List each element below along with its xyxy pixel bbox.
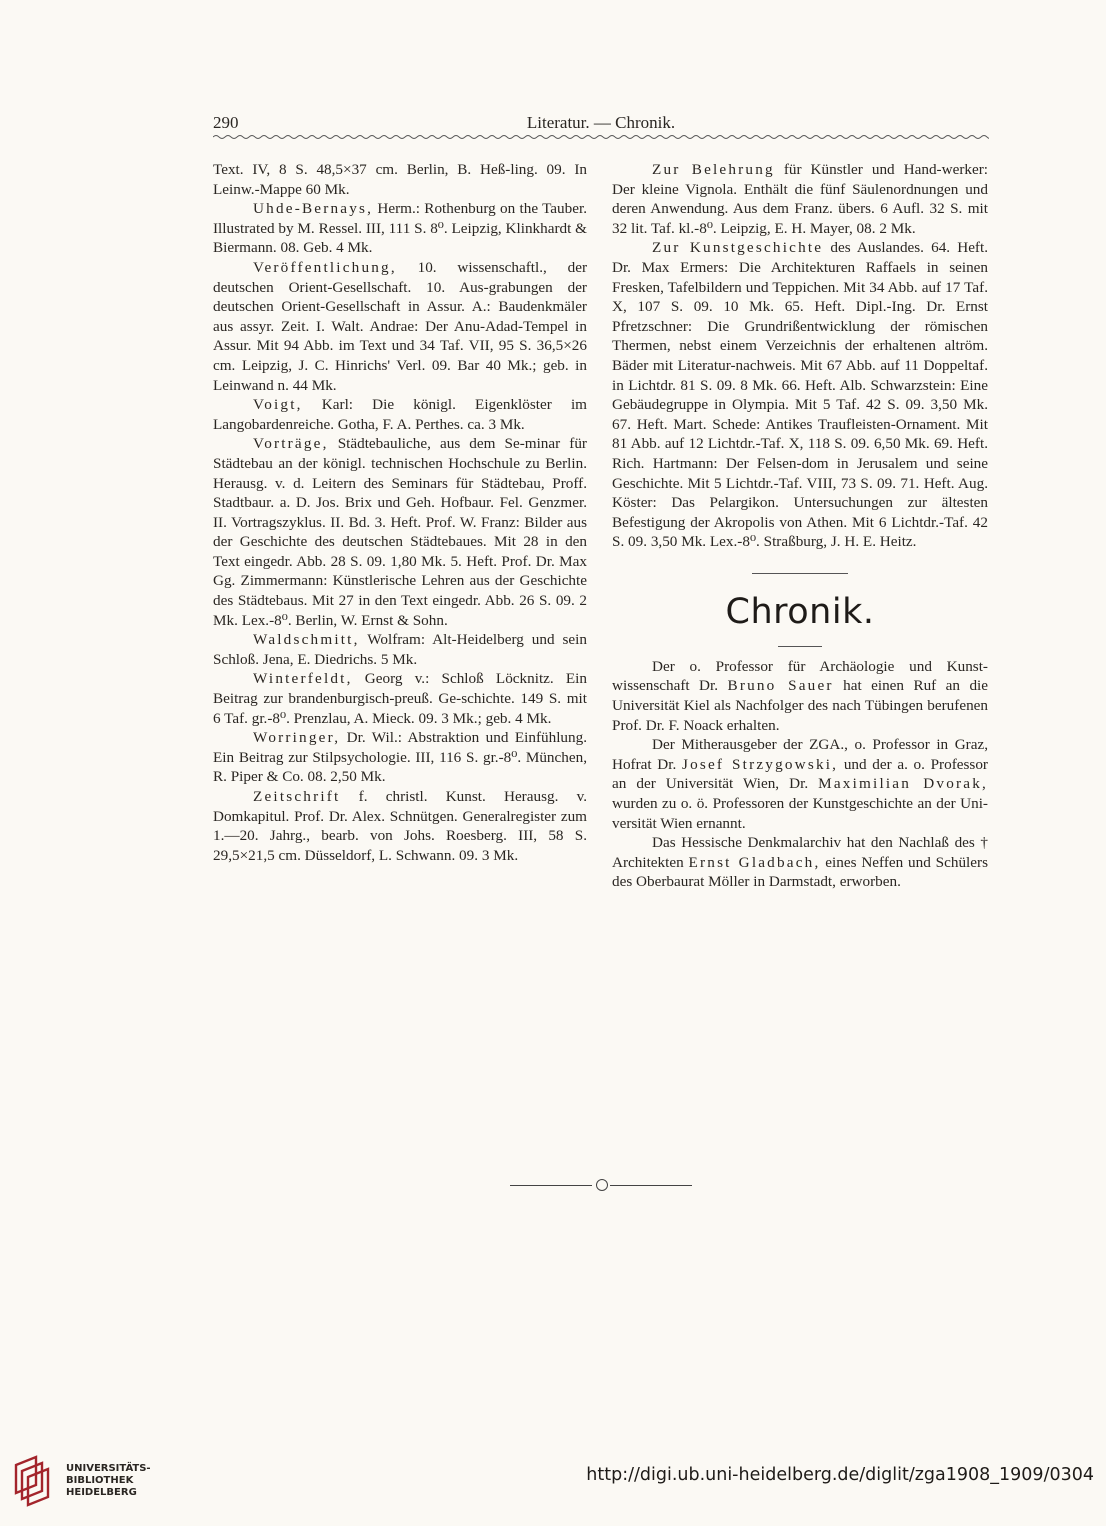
bibliography-entry <box>612 160 988 238</box>
entry-author: Uhde-Bernays, <box>253 200 374 218</box>
entry-author: Zur Belehrung <box>652 161 775 178</box>
section-separator <box>752 573 848 574</box>
chronik-paragraph <box>612 833 988 892</box>
person-name: Ernst Gladbach, <box>688 853 821 871</box>
chronik-text: Der o. Professor für Archäologie und Kunst-wissenschaft Dr. <box>612 657 988 695</box>
entry-text: f. christl. Kunst. Herausg. v. Domkapitul. Prof. Dr. Alex. Schnütgen. Generalregister zum 1.—20. Jahrg., bearb. von Johs. Roesberg. III, 58 S. 29,5×21,5 cm. Düsseldorf, L. Schwann. 09. 3 Mk. <box>213 788 587 864</box>
header-wavy-rule <box>213 133 989 141</box>
library-name-line2: BIBLIOTHEK <box>66 1475 134 1486</box>
library-logo-icon <box>12 1455 58 1507</box>
bibliography-entry <box>213 630 587 669</box>
entry-text: 10. wissenschaftl., der deutschen Orient-Gesellschaft. 10. Aus-grabungen der deutschen Orient-Gesellschaft in Assur. A.: Baudenkmäler aus assyr. Zeit. I. Walt. Andrae: Der Anu-Adad-Tempel in Assur. Mit 94 Abb. im Text und 34 Taf. VII, 95 S. 36,5×26 cm. Leipzig, J. C. Hinrichs' Verl. 09. Bar 40 Mk.; geb. in Leinwand n. 44 Mk. <box>213 258 587 394</box>
entry-text: Karl: Die königl. Eigenklöster im Langobardenreiche. Gotha, F. A. Perthes. ca. 3 Mk. <box>213 396 587 433</box>
entry-text: Wolfram: Alt-Heidelberg und sein Schloß. Jena, E. Diedrichs. 5 Mk. <box>213 631 587 668</box>
person-name: Bruno Sauer <box>727 677 834 695</box>
page-number: 290 <box>213 113 239 132</box>
entry-text: für Künstler und Hand-werker: Der kleine Vignola. Enthält die fünf Säulenordnungen und deren Anwendung. Aus dem Franz. übers. 6 Aufl. 32 S. mit 32 lit. Taf. kl.-8⁰. Leipzig, E. H. Mayer, 08. 2 Mk. <box>612 161 988 237</box>
right-column <box>612 160 988 892</box>
person-name: Josef Strzygowski, <box>681 755 839 773</box>
bibliography-entry <box>213 160 587 199</box>
chronik-text: eines Neffen und Schülers des Oberbaurat Möller in Darmstadt, erworben. <box>612 853 988 891</box>
entry-text: Dr. Wil.: Abstraktion und Einfühlung. Ein Beitrag zur Stilpsychologie. III, 116 S. gr.-8⁰. München, R. Piper & Co. 08. 2,50 Mk. <box>213 729 587 786</box>
chronik-paragraph <box>612 657 988 735</box>
end-ornament <box>510 1179 692 1193</box>
bibliography-entry <box>213 669 587 728</box>
entry-author: Zeitschrift <box>253 788 341 805</box>
chronik-text: wurden zu o. ö. Professoren der Kunstgeschichte an der Uni-versität Wien ernannt. <box>612 795 988 832</box>
bibliography-entry <box>213 199 587 258</box>
running-title: Literatur. — Chronik. <box>526 113 676 132</box>
left-column <box>213 160 587 865</box>
bibliography-entry <box>213 787 587 865</box>
heading-underline <box>778 646 822 647</box>
library-name <box>66 1463 151 1499</box>
entry-text: Herm.: Rothenburg on the Tauber. Illustrated by M. Ressel. III, 111 S. 8⁰. Leipzig, Klinkhardt & Biermann. 08. Geb. 4 Mk. <box>213 200 587 257</box>
entry-author: Vorträge, <box>253 435 329 453</box>
person-name: Maximilian Dvorak, <box>818 775 988 793</box>
chronik-paragraph <box>612 735 988 833</box>
library-name-line1: UNIVERSITÄTS- <box>66 1463 151 1474</box>
chronik-heading: Chronik. <box>725 591 875 632</box>
bibliography-entry <box>213 258 587 395</box>
right-column-entries <box>612 160 988 552</box>
entry-text: des Auslandes. 64. Heft. Dr. Max Ermers: Die Architekturen Raffaels in seinen Fresken, Tafelbildern und Teppichen. Mit 34 Abb. auf 17 Taf. X, 107 S. 09. 10 Mk. 65. Heft. Dipl.-Ing. Dr. Ernst Pfretzschner: Die Grundrißentwicklung der römischen Thermen, nebst einem Verzeichnis der erhaltenen altröm. Bäder mit Literatur-nachweis. Mit 67 Abb. auf 11 Doppeltaf. in Lichtdr. 81 S. 09. 8 Mk. 66. Heft. Alb. Schwarzstein: Eine Gebäudegruppe in Olympia. Mit 5 Taf. 42 S. 09. 3,50 Mk. 67. Heft. Mart. Schede: Antikes Traufleisten-Ornament. Mit 81 Abb. auf 12 Lichtdr.-Taf. X, 118 S. 09. 6,50 Mk. 69. Heft. Rich. Hartmann: Der Felsen-dom in Jerusalem und seine Geschichte. Mit 5 Lichtdr.-Taf. VIII, 73 S. 09. 71. Heft. Aug. Köster: Das Pelargikon. Untersuchungen zur ältesten Befestigung der Akropolis von Athen. Mit 6 Lichtdr.-Taf. 42 S. 09. 3,50 Mk. Lex.-8⁰. Straßburg, J. H. E. Heitz. <box>612 239 989 551</box>
entry-text: Städtebauliche, aus dem Se-minar für Städtebau an der königl. technischen Hochschule zu Berlin. Herausg. v. d. Leitern des Seminars für Städtebau, Proff. Stadtbaur. a. D. Jos. Brix und Geh. Hofbaur. Fel. Genzmer. II. Vortragszyklus. II. Bd. 3. Heft. Prof. W. Franz: Bilder aus der Geschichte des deutschen Städtebaues. Mit 28 in den Text eingedr. Abb. 28 S. 09. 1,80 Mk. 5. Heft. Prof. Dr. Max Gg. Zimmermann: Künstlerische Lehren aus der Geschichte des Städtebaus. Mit 27 in den Text eingedr. Abb. 26 S. 09. 2 Mk. Lex.-8⁰. Berlin, W. Ernst & Sohn. <box>213 435 587 629</box>
entry-author: Zur Kunstgeschichte <box>652 239 824 257</box>
chronik-body <box>612 657 988 892</box>
entry-author: Worringer, <box>253 729 341 747</box>
chronik-text: Der Mitherausgeber der ZGA., o. Professor in Graz, Hofrat Dr. <box>612 736 988 773</box>
bibliography-entry <box>213 728 587 787</box>
entry-author: Voigt, <box>253 396 303 414</box>
entry-author: Winterfeldt, <box>253 670 353 688</box>
entry-author: Waldschmitt, <box>253 631 360 649</box>
chronik-text: Das Hessische Denkmalarchiv hat den Nachlaß des † Architekten <box>612 834 988 871</box>
bibliography-entry <box>612 238 988 552</box>
bibliography-entry <box>213 395 587 434</box>
source-url-link[interactable]: http://digi.ub.uni-heidelberg.de/diglit/zga1908_1909/0304 <box>586 1465 1094 1485</box>
chronik-text: und der a. o. Professor an der Universität Wien, Dr. <box>612 755 988 793</box>
entry-text: Text. IV, 8 S. 48,5×37 cm. Berlin, B. Heß-ling. 09. In Leinw.-Mappe 60 Mk. <box>213 161 587 198</box>
entry-text: Georg v.: Schloß Löcknitz. Ein Beitrag zur brandenburgisch-preuß. Ge-schichte. 149 S. mit 6 Taf. gr.-8⁰. Prenzlau, A. Mieck. 09. 3 Mk.; geb. 4 Mk. <box>213 670 587 727</box>
library-name-line3: HEIDELBERG <box>66 1487 137 1498</box>
entry-author: Veröffentlichung, <box>253 258 397 276</box>
bibliography-entry <box>213 434 587 630</box>
chronik-text: hat einen Ruf an die Universität Kiel als Nachfolger des nach Tübingen berufenen Prof. Dr. F. Noack erhalten. <box>612 677 989 734</box>
